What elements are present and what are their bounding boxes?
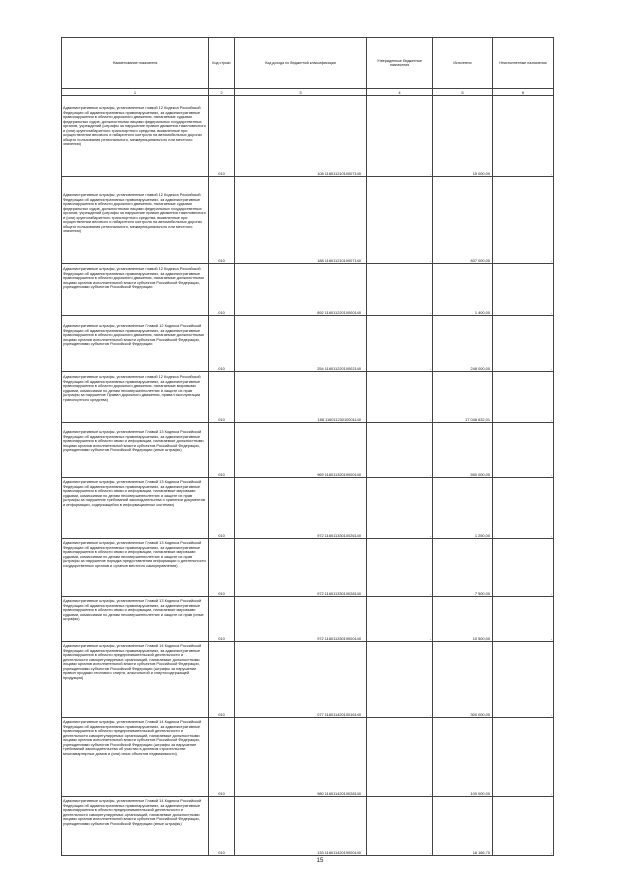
table-row: [62, 177, 554, 264]
row-code: 010: [209, 539, 235, 597]
table-row: [62, 797, 554, 856]
report-sheet: [61, 37, 553, 856]
row-executed: 248 000,00: [433, 316, 493, 372]
row-remaining: -: [493, 96, 554, 177]
row-name: Административные штрафы, установленные Главой 14 Кодекса Российской Федерации об административных правонарушениях, за административные правонарушения в области предпринимательской деятельности и деятельности саморегулируемых организаций, налагаемые должностными лицами органов исполнительной власти субъектов Российской Федерации, учреждениями субъектов Российской Федерации (штрафы за нарушение требований законодательства об участии в долевом строительстве многоквартирных домов и (или) иных объектов недвижимости): [63, 719, 202, 756]
row-executed: 1 400,00: [433, 264, 493, 316]
row-executed: 7 500,00: [433, 539, 493, 597]
header-name: Наименование показателя: [62, 38, 209, 89]
row-remaining: -: [493, 797, 554, 856]
row-executed: 550 000,00: [433, 423, 493, 478]
row-kbk: 980 11601142010028140: [235, 718, 367, 797]
row-remaining: -: [493, 642, 554, 718]
row-kbk: 972 11601133010028140: [235, 539, 367, 597]
row-name: Административные штрафы, установленные Главой 14 Кодекса Российской Федерации об административных правонарушениях, за административные правонарушения в области предпринимательской деятельности и деятельности саморегулируемых организаций, налагаемые должностными лицами органов исполнительной власти субъектов Российской Федерации, учреждениями субъектов Российской Федерации (иные штрафы): [63, 798, 202, 826]
row-executed: 1 250,00: [433, 478, 493, 539]
row-code: 010: [209, 642, 235, 718]
row-code: 010: [209, 177, 235, 264]
row-kbk: 188 11601123010001140: [235, 372, 367, 423]
row-executed: 17 048 632,01: [433, 372, 493, 423]
header-approved: Утвержденные бюджетные назначения: [367, 38, 433, 89]
row-kbk: 972 11601133010026140: [235, 478, 367, 539]
table-header-row: [62, 38, 554, 89]
row-code: 010: [209, 96, 235, 177]
header-code: Код строки: [209, 38, 235, 89]
row-kbk: 188 11601121010007140: [235, 177, 367, 264]
row-approved: -: [367, 478, 433, 539]
row-executed: 15 000,00: [433, 96, 493, 177]
row-code: 010: [209, 423, 235, 478]
table-row: [62, 478, 554, 539]
table-row: [62, 718, 554, 797]
budget-execution-table: [61, 37, 554, 856]
page-number: 15: [316, 858, 324, 864]
row-name: Административные штрафы, установленные Главой 14 Кодекса Российской Федерации об административных правонарушениях, за административные правонарушения в области предпринимательской деятельности и деятельности саморегулируемых организаций, налагаемые должностными лицами органов исполнительной власти субъектов Российской Федерации, учреждениями субъектов Российской Федерации (штрафы за нарушение правил продажи этилового спирта, алкогольной и спиртосодержащей продукции): [63, 643, 202, 680]
row-kbk: 972 11601133019000140: [235, 597, 367, 642]
row-remaining: -: [493, 264, 554, 316]
row-approved: -: [367, 597, 433, 642]
row-name: Административные штрафы, установленные Главой 12 Кодекса Российской Федерации об административных правонарушениях, за административные правонарушения в области дорожного движения, налагаемые должностными лицами органов исполнительной власти субъектов Российской Федерации, учреждениями субъектов Российской Федерации: [63, 323, 204, 346]
table-row: [62, 264, 554, 316]
table-row: [62, 96, 554, 177]
row-remaining: -: [493, 718, 554, 797]
row-remaining: -: [493, 316, 554, 372]
row-remaining: -: [493, 478, 554, 539]
header-remaining: Неисполненные назначения: [493, 38, 554, 89]
column-number: 4: [367, 89, 433, 96]
row-approved: -: [367, 423, 433, 478]
column-number: 1: [62, 89, 209, 96]
row-name: Административные штрафы, установленные Главой 13 Кодекса Российской Федерации об административных правонарушениях, за административные правонарушения в области связи и информации, налагаемые мировыми судьями, комиссиями по делам несовершеннолетних и защите их прав (штрафы за нарушение требований законодательства о хранении документов и информации, содержащейся в информационных системах): [63, 479, 206, 507]
row-approved: -: [367, 264, 433, 316]
row-executed: 18 166,70: [433, 797, 493, 856]
row-remaining: -: [493, 177, 554, 264]
row-name: Административные штрафы, установленные главой 12 Кодекса Российской Федерации об административных правонарушениях, за административные правонарушения в области дорожного движения, налагаемые должностными лицами органов исполнительной власти субъектов Российской Федерации, учреждениями субъектов Российской Федерации: [63, 266, 204, 289]
row-code: 010: [209, 264, 235, 316]
row-executed: 837 000,00: [433, 177, 493, 264]
row-approved: -: [367, 177, 433, 264]
table-row: [62, 539, 554, 597]
table-row: [62, 597, 554, 642]
row-name: Административные штрафы, установленные Главой 13 Кодекса Российской Федерации об административных правонарушениях, за административные правонарушения в области связи и информации, налагаемые мировыми судьями, комиссиями по делам несовершеннолетних и защите их прав (штрафы за нарушение порядка предоставления информации о деятельности государственных органов и органов местного самоуправления): [63, 540, 206, 568]
row-executed: 300 000,00: [433, 642, 493, 718]
row-code: 010: [209, 597, 235, 642]
row-kbk: 969 11601132019000140: [235, 423, 367, 478]
row-name: Административные штрафы, установленные Главой 13 Кодекса Российской Федерации об административных правонарушениях, за административные правонарушения в области связи и информации, налагаемые должностными лицами органов исполнительной власти субъектов Российской Федерации, учреждениями субъектов Российской Федерации (иные штрафы): [63, 429, 204, 452]
row-kbk: 254 11601122010002140: [235, 316, 367, 372]
column-number: 2: [209, 89, 235, 96]
row-approved: -: [367, 797, 433, 856]
table-row: [62, 423, 554, 478]
header-executed: Исполнено: [433, 38, 493, 89]
row-name: Административные штрафы, установленные главой 12 Кодекса Российской Федерации об административных правонарушениях, за административные правонарушения в области дорожного движения, налагаемые мировыми судьями, комиссиями по делам несовершеннолетних и защите их прав (штрафы за нарушение Правил дорожного движения, правил эксплуатации транспортного средства): [63, 374, 201, 402]
row-code: 010: [209, 478, 235, 539]
column-number: 5: [433, 89, 493, 96]
row-executed: 10 500,00: [433, 597, 493, 642]
table-row: [62, 372, 554, 423]
row-approved: -: [367, 539, 433, 597]
row-approved: -: [367, 96, 433, 177]
row-remaining: -: [493, 423, 554, 478]
column-number-row: [62, 89, 554, 96]
row-approved: -: [367, 372, 433, 423]
row-kbk: 892 11601122010000140: [235, 264, 367, 316]
row-code: 010: [209, 372, 235, 423]
row-approved: -: [367, 316, 433, 372]
column-number: 6: [493, 89, 554, 96]
row-remaining: -: [493, 539, 554, 597]
row-kbk: 077 11601142010016140: [235, 642, 367, 718]
header-kbk: Код дохода по бюджетной классификации: [235, 38, 367, 89]
row-executed: 100 000,00: [433, 718, 493, 797]
row-remaining: -: [493, 372, 554, 423]
row-code: 010: [209, 316, 235, 372]
row-name: Административные штрафы, установленные главой 12 Кодекса Российской Федерации об административных правонарушениях, за административные правонарушения в области дорожного движения, налагаемые судьями федеральных судов, должностными лицами федеральных государственных органов, учреждений (штрафы за нарушение правил движения тяжеловесного и (или) крупногабаритного транспортного средства, выявленные при осуществлении весового и габаритного контроля на автомобильных дорогах общего пользования регионального, межмуниципального или местного значения): [63, 192, 206, 233]
row-kbk: 108 11601121010007140: [235, 96, 367, 177]
row-kbk: 133 11601142019000140: [235, 797, 367, 856]
row-code: 010: [209, 718, 235, 797]
table-row: [62, 316, 554, 372]
row-approved: -: [367, 718, 433, 797]
row-name: Административные штрафы, установленные Главой 13 Кодекса Российской Федерации об административных правонарушениях, за административные правонарушения в области связи и информации, налагаемые мировыми судьями, комиссиями по делам несовершеннолетних и защите их прав (иные штрафы): [63, 598, 204, 621]
table-row: [62, 642, 554, 718]
row-approved: -: [367, 642, 433, 718]
column-number: 3: [235, 89, 367, 96]
row-remaining: -: [493, 597, 554, 642]
row-name: Административные штрафы, установленные главой 12 Кодекса Российской Федерации об административных правонарушениях, за административные правонарушения в области дорожного движения, налагаемые судьями федеральных судов, должностными лицами федеральных государственных органов, учреждений (штрафы за нарушение правил движения тяжеловесного и (или) крупногабаритного транспортного средства, выявленные при осуществлении весового и габаритного контроля на автомобильных дорогах общего пользования регионального, межмуниципального или местного значения): [63, 105, 206, 146]
row-code: 010: [209, 797, 235, 856]
